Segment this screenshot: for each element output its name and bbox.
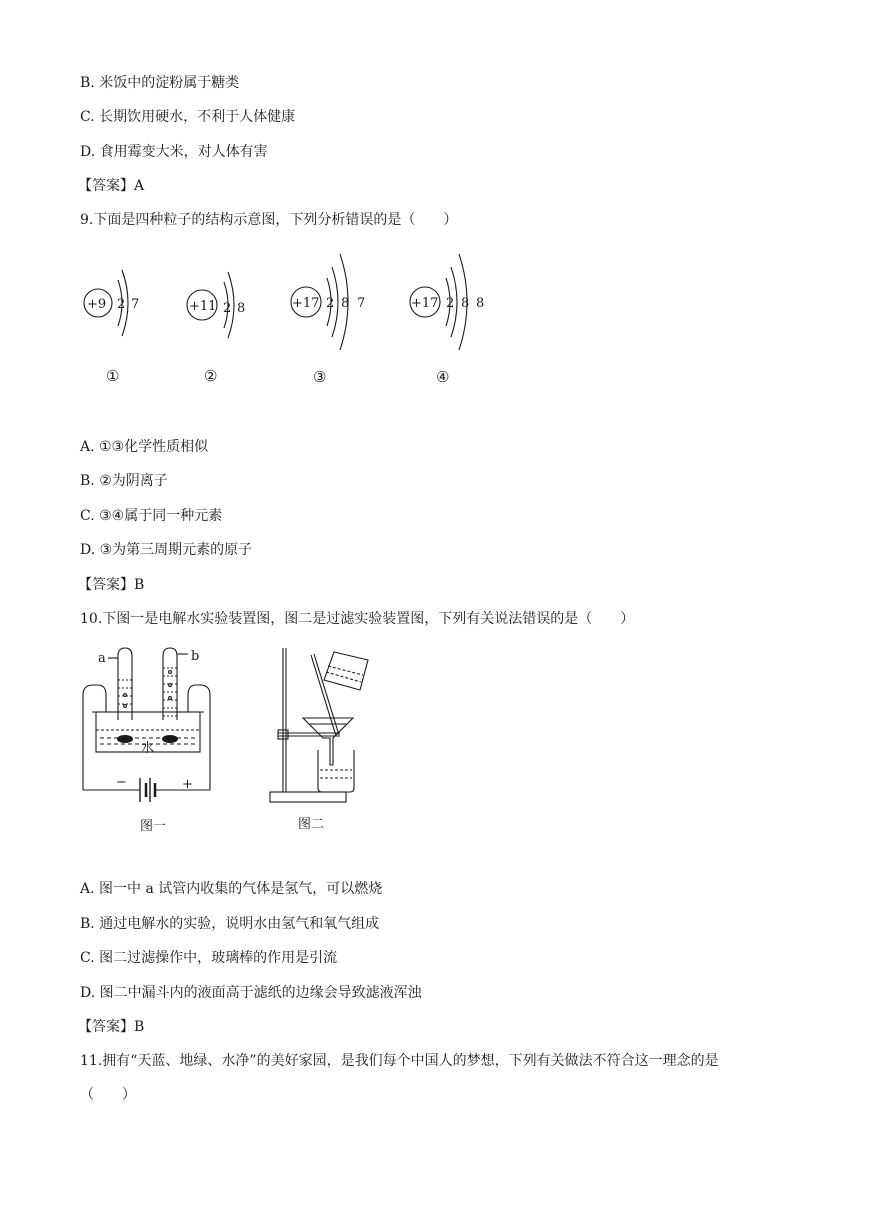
atom-structure-diagrams: [70, 240, 510, 400]
atom-2-shell-2: 8: [237, 301, 246, 316]
negative-terminal-label: −: [116, 775, 127, 790]
atom-3-shell-1: 2: [326, 296, 335, 311]
tube-b-label: b: [191, 649, 200, 664]
atom-2-nucleus: +11: [189, 299, 217, 314]
q8-answer: 【答案】A: [78, 178, 145, 194]
atom-1-nucleus: +9: [87, 297, 107, 312]
filtration-apparatus: [270, 648, 368, 802]
figure-1-caption: 图一: [140, 819, 167, 834]
atom-4-shell-1: 2: [446, 296, 455, 311]
water-label: 水: [141, 741, 155, 756]
atom-4-label: ④: [436, 368, 450, 386]
q9-option-b: B. ②为阴离子: [80, 473, 168, 489]
q11-stem: 11.拥有“天蓝、地绿、水净”的美好家园，是我们每个中国人的梦想，下列有关做法不符合这一理念的是: [80, 1053, 719, 1069]
q10-stem: 10.下图一是电解水实验装置图，图二是过滤实验装置图，下列有关说法错误的是（ ）: [80, 611, 635, 627]
q10-option-c: C. 图二过滤操作中，玻璃棒的作用是引流: [80, 950, 338, 966]
q9-option-c: C. ③④属于同一种元素: [80, 508, 223, 524]
q9-answer: 【答案】B: [78, 577, 145, 593]
q9-option-d: D. ③为第三周期元素的原子: [80, 542, 253, 558]
atom-3-label: ③: [313, 368, 327, 386]
electrolysis-apparatus: [83, 648, 221, 802]
atom-1-label: ①: [106, 367, 120, 385]
atom-3-nucleus: +17: [292, 296, 320, 311]
q10-option-d: D. 图二中漏斗内的液面高于滤纸的边缘会导致滤液浑浊: [80, 985, 422, 1001]
atom-3-shell-2: 8: [341, 296, 350, 311]
atom-2-label: ②: [204, 367, 218, 385]
q10-option-b: B. 通过电解水的实验，说明水由氢气和氧气组成: [80, 916, 380, 932]
q8-option-b: B. 米饭中的淀粉属于糖类: [80, 75, 240, 91]
atom-4-shell-3: 8: [476, 296, 485, 311]
positive-terminal-label: +: [182, 777, 193, 792]
q10-answer: 【答案】B: [78, 1019, 145, 1035]
q10-option-a: A. 图一中 a 试管内收集的气体是氢气，可以燃烧: [80, 881, 383, 897]
q9-option-a: A. ①③化学性质相似: [80, 439, 209, 455]
q9-stem: 9.下面是四种粒子的结构示意图，下列分析错误的是（ ）: [80, 212, 458, 228]
atom-3-shell-3: 7: [357, 296, 366, 311]
atom-4-nucleus: +17: [411, 296, 439, 311]
atom-4-shell-2: 8: [461, 296, 470, 311]
q8-option-c: C. 长期饮用硬水，不利于人体健康: [80, 109, 296, 125]
figure-2-caption: 图二: [298, 817, 325, 832]
tube-a-label: a: [98, 651, 106, 666]
atom-1-shell-2: 7: [131, 297, 140, 312]
atom-1-shell-1: 2: [117, 297, 126, 312]
atom-2-shell-1: 2: [223, 301, 232, 316]
q8-option-d: D. 食用霉变大米，对人体有害: [80, 144, 268, 160]
q11-stem-continuation: （ ）: [80, 1087, 136, 1103]
electrolysis-and-filtration-figures: [78, 640, 398, 840]
